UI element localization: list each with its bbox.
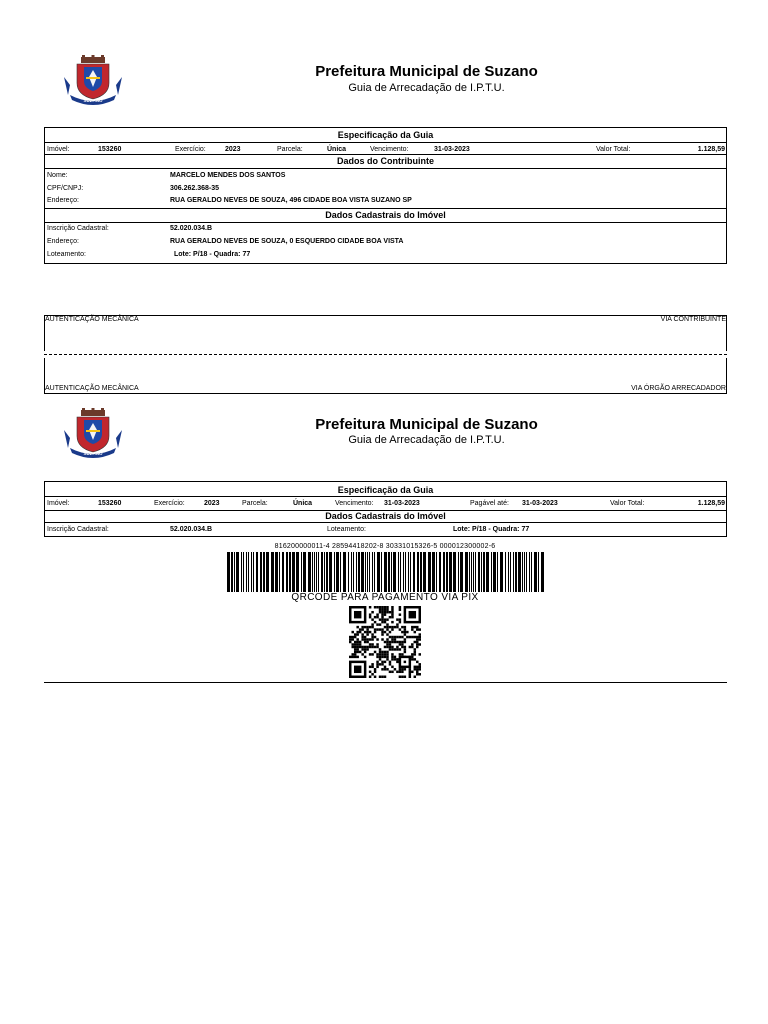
- valor-total-value-2: 1.128,59: [697, 500, 725, 507]
- inscricao-value: 52.020.034.B: [170, 225, 213, 232]
- contribuinte-section-title: Dados do Contribuinte: [337, 156, 434, 166]
- spec-section-title-2: Especificação da Guia: [337, 485, 434, 495]
- guide-box-contribuinte: [44, 127, 727, 264]
- parcela-value-2: Única: [293, 500, 313, 507]
- cpf-value: 306.262.368-35: [170, 185, 220, 192]
- imovel-section-title-2: Dados Cadastrais do Imóvel: [325, 511, 446, 521]
- auth-top-line: [44, 315, 727, 316]
- via-contribuinte-label: VIA CONTRIBUINTE: [660, 316, 726, 323]
- valor-total-value: 1.128,59: [697, 146, 725, 153]
- spec-section-title: Especificação da Guia: [337, 130, 434, 140]
- parcela-value: Única: [327, 146, 347, 153]
- contrib-endereco-value: RUA GERALDO NEVES DE SOUZA, 496 CIDADE BOA VISTA SUZANO SP: [170, 197, 412, 204]
- auth2-right-border: [726, 358, 727, 394]
- qrcode-icon: [349, 606, 421, 678]
- vencimento-label: Vencimento:: [370, 146, 409, 153]
- imovel-endereco-value: RUA GERALDO NEVES DE SOUZA, 0 ESQUERDO CIDADE BOA VISTA: [170, 238, 404, 245]
- exercicio-value: 2023: [225, 146, 241, 153]
- inscricao-label-2: Inscrição Cadastral:: [47, 526, 109, 533]
- pix-label: QRCODE PARA PAGAMENTO VIA PIX: [291, 592, 479, 603]
- parcela-label: Parcela:: [277, 146, 303, 153]
- cpf-label: CPF/CNPJ:: [47, 185, 84, 192]
- auth-label-contribuinte: AUTENTICAÇÃO MECÂNICA: [45, 316, 139, 323]
- municipal-crest-icon: [60, 408, 126, 458]
- pagavel-label: Pagável até:: [470, 500, 509, 507]
- vencimento-value-2: 31-03-2023: [384, 500, 420, 507]
- auth-bottom-line: [44, 393, 727, 394]
- pagavel-value: 31-03-2023: [522, 500, 558, 507]
- guide-box-orgao: [44, 481, 727, 537]
- exercicio-label-2: Exercício:: [154, 500, 185, 507]
- page-subtitle-2: Guia de Arrecadação de I.P.T.U.: [348, 434, 505, 446]
- page-subtitle: Guia de Arrecadação de I.P.T.U.: [348, 82, 505, 94]
- imovel-section-title: Dados Cadastrais do Imóvel: [325, 210, 446, 220]
- barcode-icon: [227, 552, 544, 592]
- vencimento-value: 31-03-2023: [434, 146, 470, 153]
- imovel-value: 153260: [98, 146, 122, 153]
- exercicio-value-2: 2023: [204, 500, 220, 507]
- nome-label: Nome:: [47, 172, 68, 179]
- inscricao-label: Inscrição Cadastral:: [47, 225, 109, 232]
- imovel-label: Imóvel:: [47, 146, 70, 153]
- auth-right-border: [726, 315, 727, 351]
- imovel-endereco-label: Endereço:: [47, 238, 79, 245]
- cut-line: [44, 354, 727, 355]
- crest-motto: SUZANO: [83, 98, 103, 103]
- loteamento-label-2: Loteamento:: [327, 526, 366, 533]
- loteamento-value: Lote: P/18 - Quadra: 77: [174, 251, 251, 258]
- loteamento-value-2: Lote: P/18 - Quadra: 77: [453, 526, 530, 533]
- parcela-label-2: Parcela:: [242, 500, 268, 507]
- inscricao-value-2: 52.020.034.B: [170, 526, 213, 533]
- exercicio-label: Exercício:: [175, 146, 206, 153]
- nome-value: MARCELO MENDES DOS SANTOS: [170, 172, 286, 179]
- municipal-crest-icon: [60, 55, 126, 105]
- barcode-number: 816200000011-4 28594418202-8 30331015326-5 000012300002-6: [274, 543, 496, 550]
- via-orgao-label: VIA ÓRGÃO ARRECADADOR: [631, 385, 726, 392]
- vencimento-label-2: Vencimento:: [335, 500, 374, 507]
- imovel-label-2: Imóvel:: [47, 500, 70, 507]
- valor-total-label-2: Valor Total:: [610, 500, 645, 507]
- page-title-2: Prefeitura Municipal de Suzano: [315, 416, 538, 433]
- contrib-endereco-label: Endereço:: [47, 197, 79, 204]
- bottom-separator: [44, 682, 727, 683]
- page-title: Prefeitura Municipal de Suzano: [315, 63, 538, 80]
- imovel-value-2: 153260: [98, 500, 122, 507]
- auth-label-orgao: AUTENTICAÇÃO MECÂNICA: [45, 385, 139, 392]
- valor-total-label: Valor Total:: [596, 146, 631, 153]
- loteamento-label: Loteamento:: [47, 251, 86, 258]
- crest-motto: SUZANO: [83, 451, 103, 456]
